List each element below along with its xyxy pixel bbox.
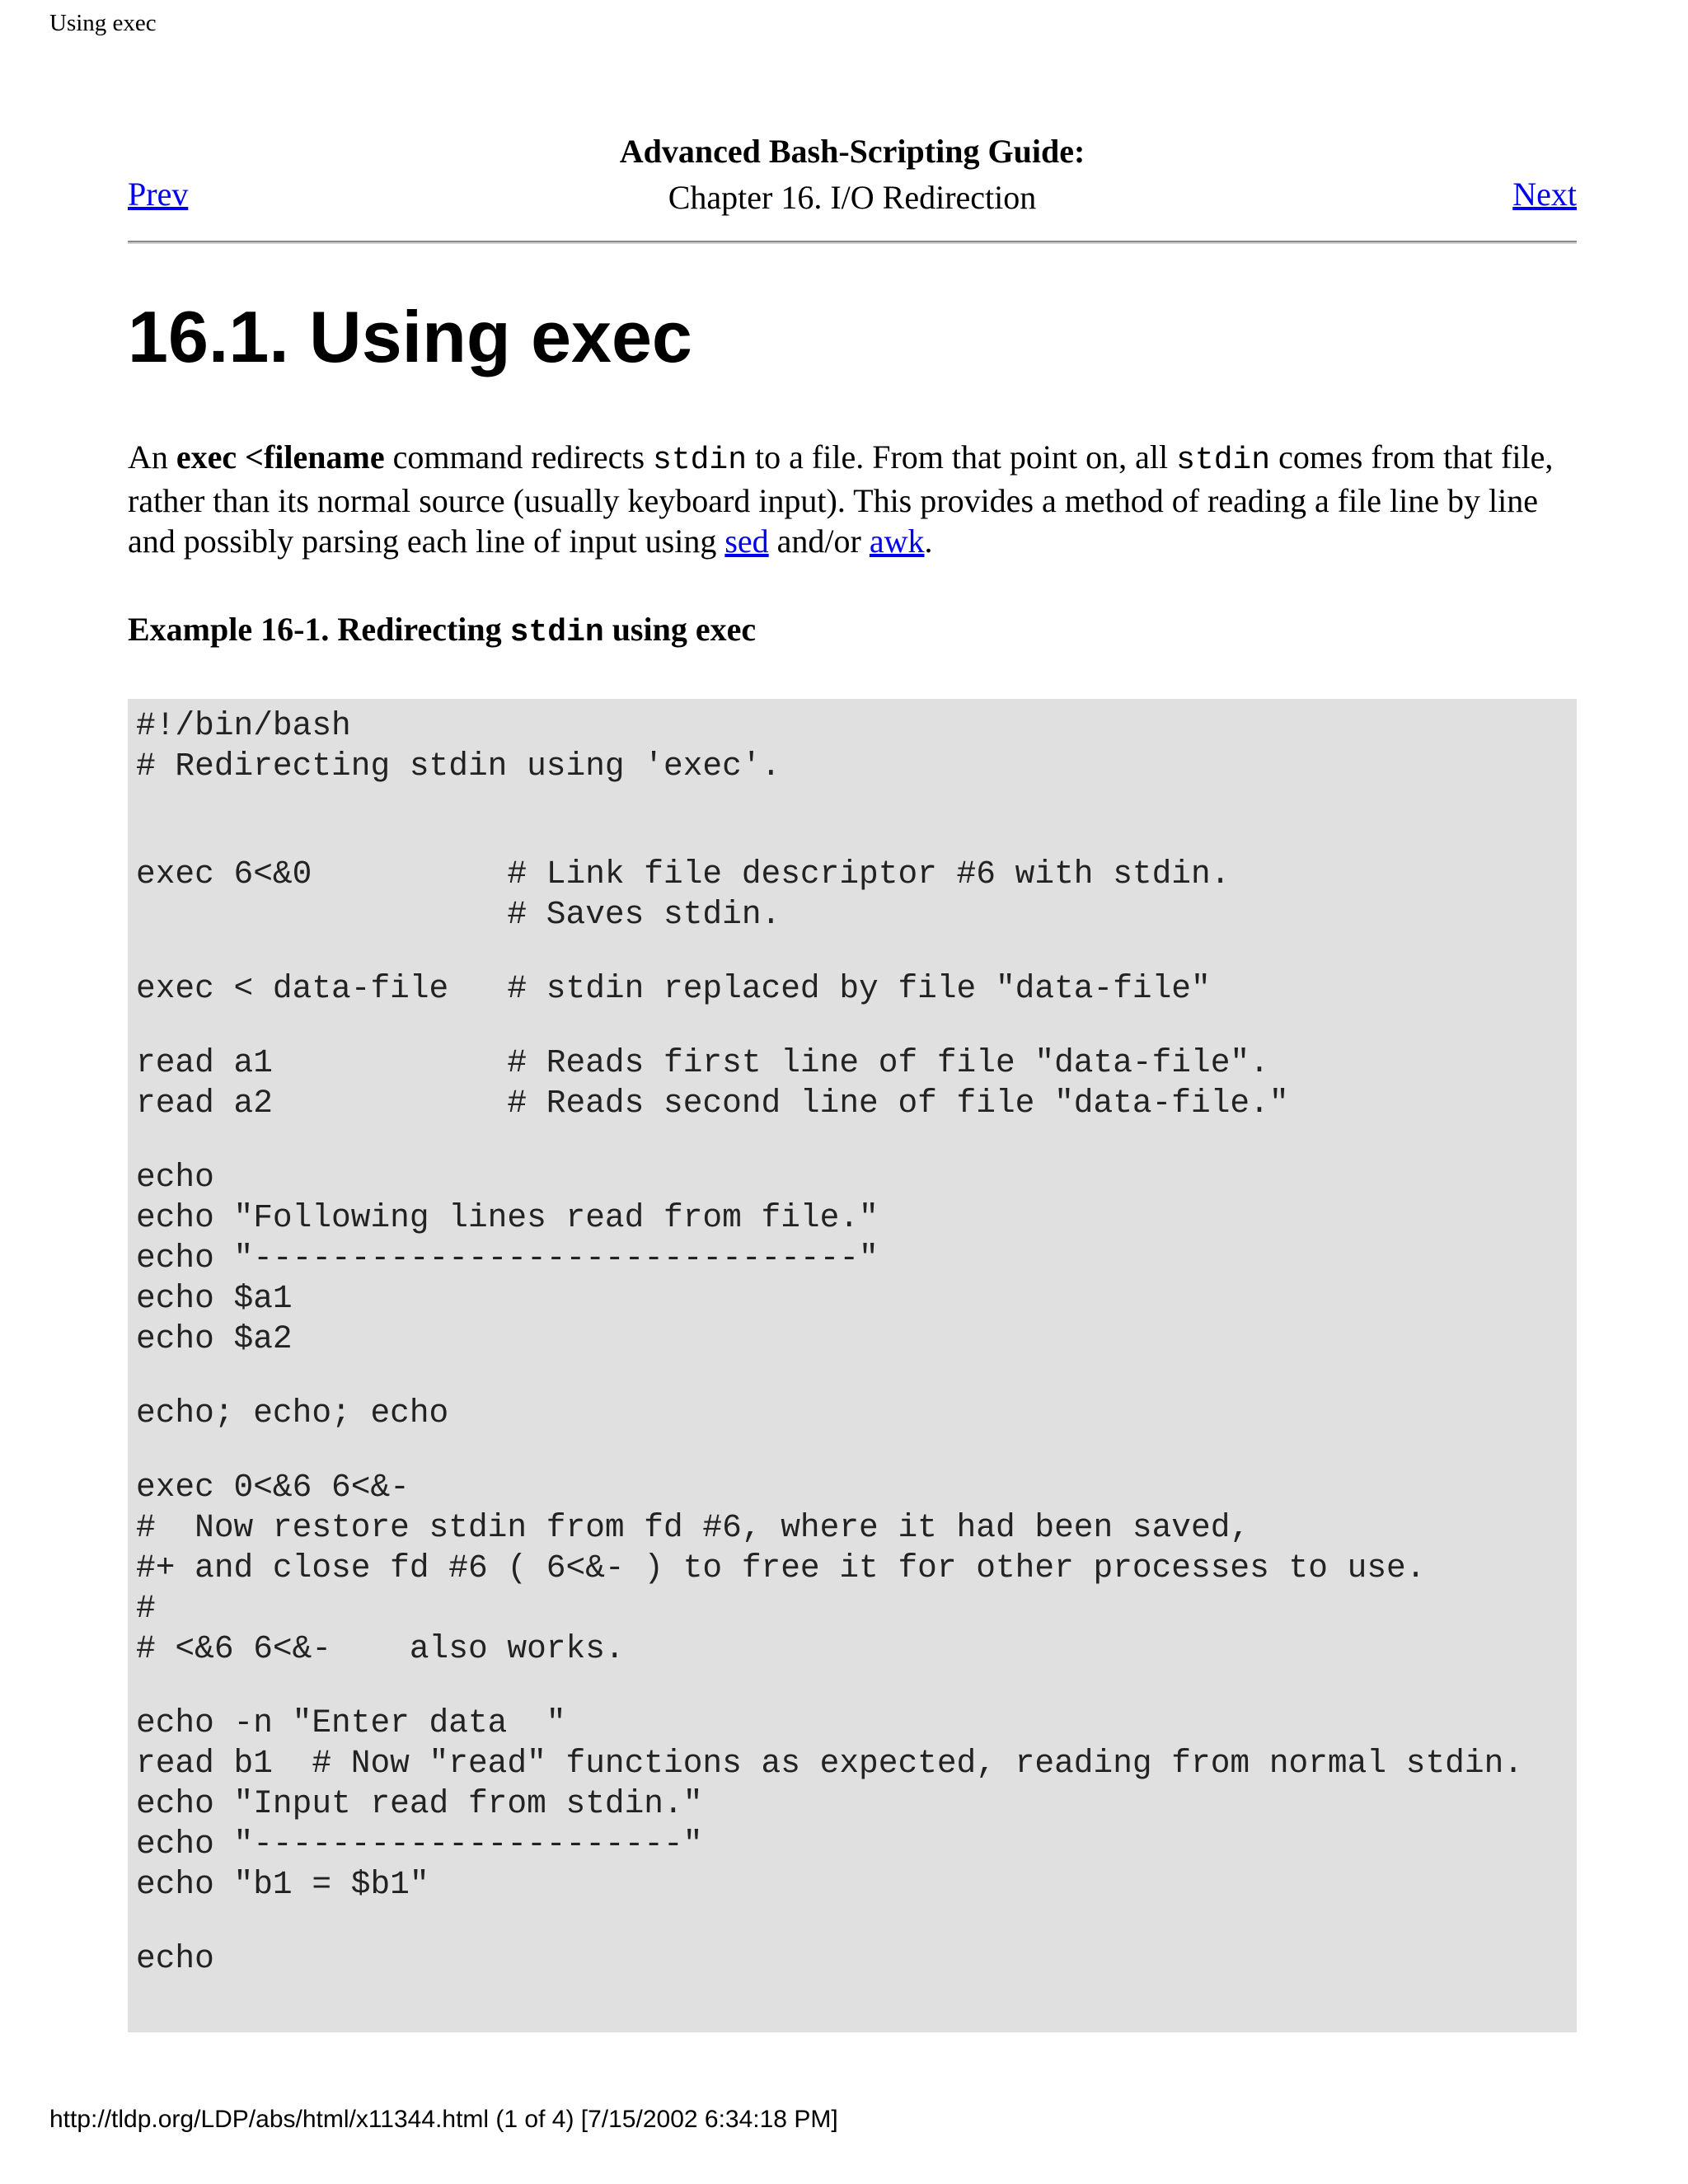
code-line: echo $a2 (136, 1320, 293, 1357)
sed-link[interactable]: sed (724, 523, 769, 560)
code-blank-line (136, 1669, 1568, 1703)
code-line: echo (136, 1940, 214, 1977)
example-title-suffix: using exec (603, 611, 757, 648)
code-line: echo "Following lines read from file." (136, 1199, 879, 1236)
intro-paragraph (128, 437, 1587, 561)
prev-link[interactable]: Prev (128, 176, 189, 213)
chapter-title: Chapter 16. I/O Redirection (668, 179, 1037, 216)
code-blank-line (136, 935, 1568, 968)
code-line: exec 0<&6 6<&- (136, 1469, 410, 1506)
code-line: echo "-------------------------------" (136, 1240, 879, 1277)
code-listing (128, 699, 1577, 2032)
intro-text: and/or (768, 523, 870, 560)
next-link[interactable]: Next (1512, 176, 1577, 213)
code-blank-line (136, 1123, 1568, 1157)
code-line: exec 6<&0 # Link file descriptor #6 with stdin. (136, 855, 1231, 893)
navigation-header (128, 132, 1577, 239)
code-blank-line (136, 1433, 1568, 1467)
code-blank-line (136, 1905, 1568, 1938)
code-line: # Saves stdin. (136, 896, 781, 933)
code-line: # Now restore stdin from fd #6, where it had been saved, (136, 1509, 1250, 1546)
code-line: # <&6 6<&- also works. (136, 1630, 625, 1667)
awk-link[interactable]: awk (869, 523, 925, 560)
code-line: read a2 # Reads second line of file "data-file." (136, 1085, 1289, 1122)
intro-text: An (128, 438, 176, 476)
print-header: Using exec (49, 10, 157, 36)
code-blank-line (136, 786, 1568, 820)
code-line: read b1 # Now "read" functions as expected, reading from normal stdin. (136, 1745, 1523, 1782)
section-title: 16.1. Using exec (128, 296, 692, 377)
code-line: #!/bin/bash (136, 707, 351, 744)
stdin-code: stdin (1176, 443, 1271, 478)
code-blank-line (136, 820, 1568, 854)
code-line: echo "----------------------" (136, 1825, 703, 1863)
code-line: echo (136, 1159, 214, 1196)
code-line: read a1 # Reads first line of file "data-file". (136, 1044, 1269, 1081)
code-line: echo -n "Enter data " (136, 1704, 566, 1741)
stdin-code: stdin (653, 443, 748, 478)
code-blank-line (136, 1009, 1568, 1043)
print-footer: http://tldp.org/LDP/abs/html/x11344.html (1 of 4) [7/15/2002 6:34:18 PM] (49, 2106, 838, 2133)
header-divider (128, 241, 1577, 244)
example-title-prefix: Example 16-1. Redirecting (128, 611, 510, 648)
code-line: echo "Input read from stdin." (136, 1785, 703, 1822)
intro-text: comes from that file, rather than its normal source (usually keyboard input). This provides a method of reading a file line by line and possibly parsing each line of input using (128, 438, 1554, 560)
intro-text: command redirects (384, 438, 654, 476)
code-line: # (136, 1590, 156, 1627)
code-blank-line (136, 1359, 1568, 1393)
code-line: echo $a1 (136, 1280, 293, 1317)
intro-text: . (924, 523, 933, 560)
code-line: echo "b1 = $b1" (136, 1866, 429, 1903)
code-line: #+ and close fd #6 ( 6<&- ) to free it for other processes to use. (136, 1549, 1426, 1586)
example-title-code: stdin (509, 615, 604, 650)
code-line: exec < data-file # stdin replaced by file "data-file" (136, 970, 1211, 1007)
exec-command: exec <filename (176, 438, 385, 476)
intro-text: to a file. From that point on, all (747, 438, 1177, 476)
code-line: echo; echo; echo (136, 1394, 449, 1432)
guide-title: Advanced Bash-Scripting Guide: (619, 133, 1085, 170)
example-title (128, 610, 756, 650)
code-line: # Redirecting stdin using 'exec'. (136, 748, 781, 785)
